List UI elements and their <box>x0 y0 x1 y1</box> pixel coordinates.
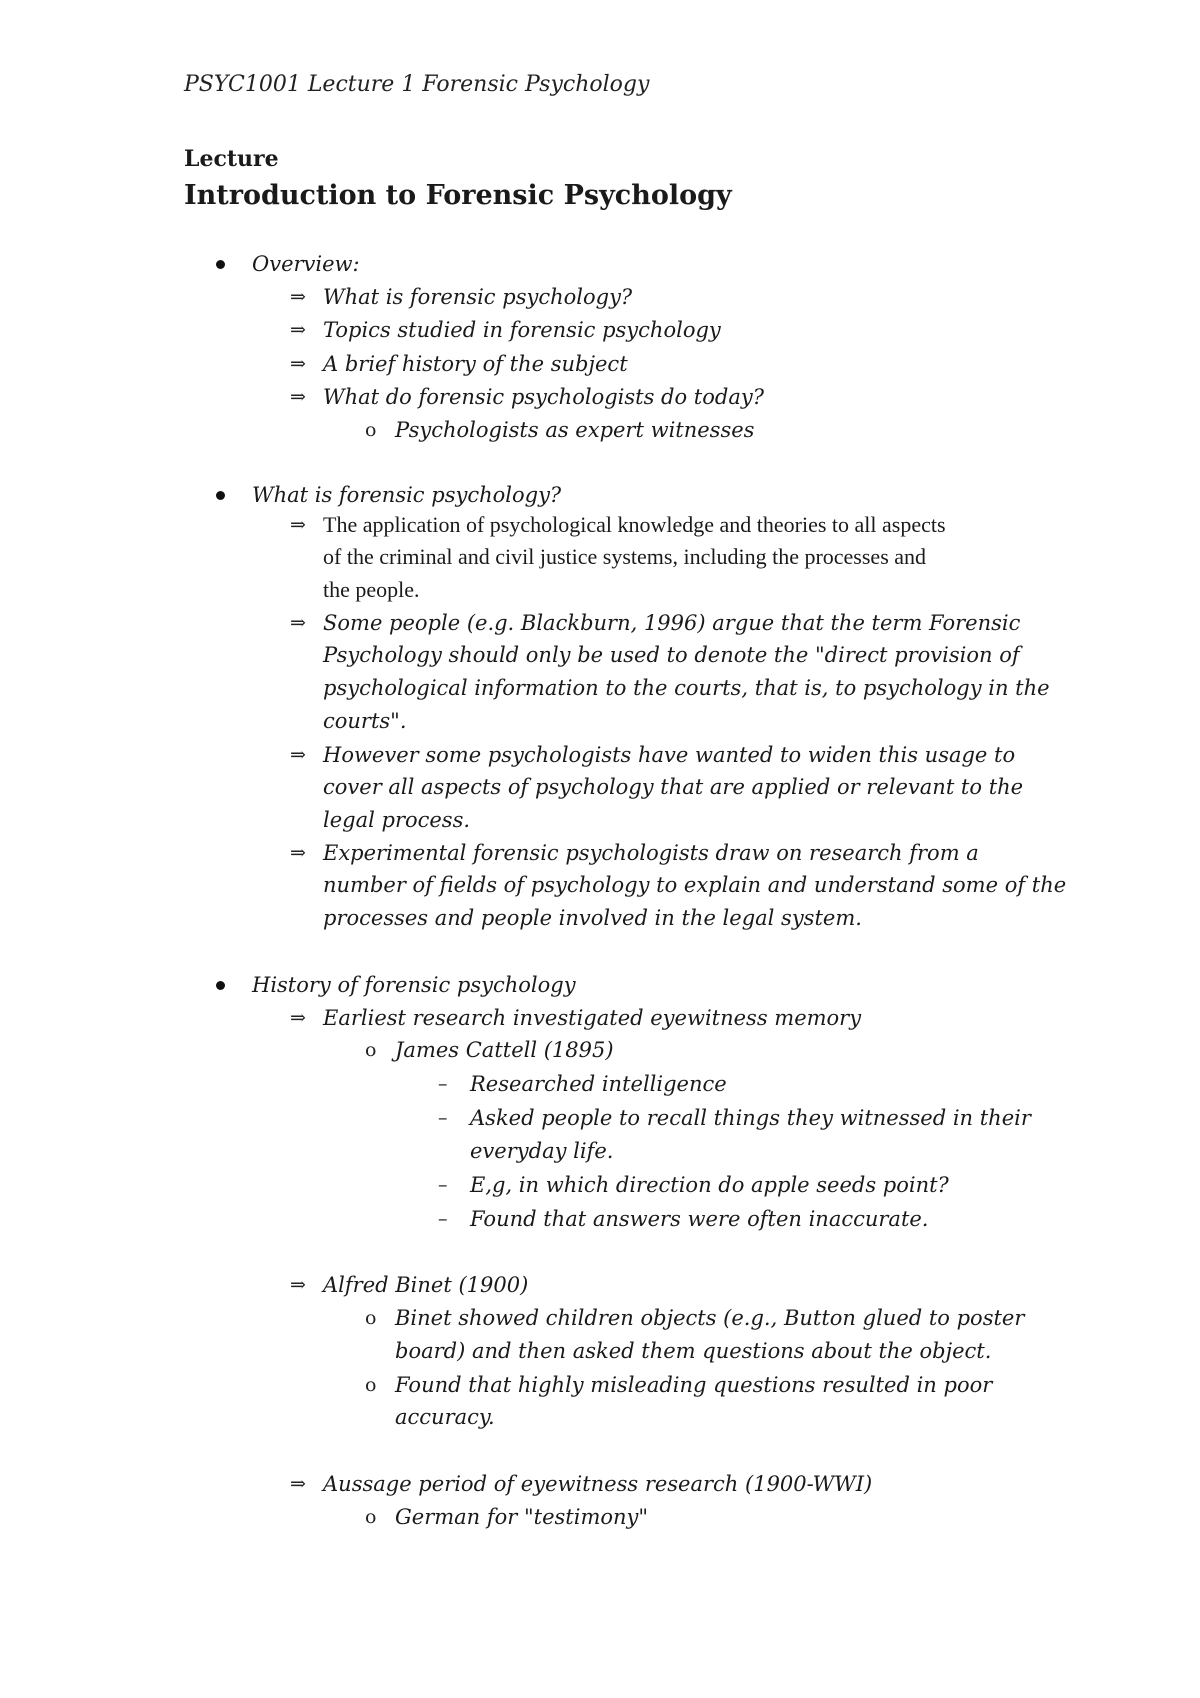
arrow-bullet-icon: ⇒ <box>290 319 306 341</box>
note-line: board) and then asked them questions about the object. <box>395 1339 992 1363</box>
note-line: Aussage period of eyewitness research (1900-WWI) <box>323 1472 873 1496</box>
note-line: Binet showed children objects (e.g., Button glued to poster <box>395 1306 1025 1330</box>
note-line: Experimental forensic psychologists draw on research from a <box>323 841 979 865</box>
note-line: accuracy. <box>395 1405 495 1429</box>
dash-bullet-icon: – <box>438 1073 448 1095</box>
arrow-bullet-icon: ⇒ <box>290 1274 306 1296</box>
note-line: However some psychologists have wanted to widen this usage to <box>323 743 1016 767</box>
arrow-bullet-icon: ⇒ <box>290 744 306 766</box>
note-line: What do forensic psychologists do today? <box>323 385 764 409</box>
note-line: processes and people involved in the legal system. <box>323 906 862 930</box>
arrow-bullet-icon: ⇒ <box>290 1007 306 1029</box>
note-line: number of fields of psychology to explain and understand some of the <box>323 873 1067 897</box>
note-line: cover all aspects of psychology that are applied or relevant to the <box>323 775 1024 799</box>
circle-bullet-icon: o <box>365 1307 377 1329</box>
note-line: What is forensic psychology? <box>323 285 633 309</box>
note-line: Earliest research investigated eyewitness memory <box>323 1006 862 1030</box>
note-line: of the criminal and civil justice systems, including the processes and <box>323 544 927 569</box>
note-line: Asked people to recall things they witnessed in their <box>470 1106 1031 1130</box>
bullet-icon <box>216 981 225 990</box>
note-line: Alfred Binet (1900) <box>323 1273 529 1297</box>
section-label: Lecture <box>184 146 279 172</box>
note-line: Overview: <box>252 252 360 276</box>
circle-bullet-icon: o <box>365 1039 377 1061</box>
arrow-bullet-icon: ⇒ <box>290 286 306 308</box>
note-line: Researched intelligence <box>470 1072 727 1096</box>
note-line: Found that answers were often inaccurate. <box>470 1207 929 1231</box>
note-line: everyday life. <box>470 1139 614 1163</box>
bullet-icon <box>216 260 225 269</box>
page-title: Introduction to Forensic Psychology <box>184 180 732 211</box>
note-line: The application of psychological knowledge and theories to all aspects <box>323 512 946 537</box>
circle-bullet-icon: o <box>365 419 377 441</box>
note-line: psychological information to the courts, that is, to psychology in the <box>323 676 1050 700</box>
note-line: the people. <box>323 577 420 602</box>
arrow-bullet-icon: ⇒ <box>290 353 306 375</box>
note-line: courts". <box>323 709 407 733</box>
note-line: Some people (e.g. Blackburn, 1996) argue that the term Forensic <box>323 611 1021 635</box>
note-line: Topics studied in forensic psychology <box>323 318 721 342</box>
note-line: German for "testimony" <box>395 1505 649 1529</box>
note-line: James Cattell (1895) <box>395 1038 614 1062</box>
dash-bullet-icon: – <box>438 1107 448 1129</box>
note-line: Found that highly misleading questions resulted in poor <box>395 1373 993 1397</box>
arrow-bullet-icon: ⇒ <box>290 514 306 536</box>
dash-bullet-icon: – <box>438 1174 448 1196</box>
note-line: Psychology should only be used to denote the "direct provision of <box>323 643 1020 667</box>
arrow-bullet-icon: ⇒ <box>290 612 306 634</box>
dash-bullet-icon: – <box>438 1208 448 1230</box>
note-line: History of forensic psychology <box>252 973 576 997</box>
bullet-icon <box>216 491 225 500</box>
arrow-bullet-icon: ⇒ <box>290 842 306 864</box>
note-line: A brief history of the subject <box>323 352 628 376</box>
note-line: Psychologists as expert witnesses <box>395 418 755 442</box>
note-line: legal process. <box>323 808 471 832</box>
circle-bullet-icon: o <box>365 1374 377 1396</box>
circle-bullet-icon: o <box>365 1506 377 1528</box>
running-header: PSYC1001 Lecture 1 Forensic Psychology <box>184 72 650 97</box>
arrow-bullet-icon: ⇒ <box>290 386 306 408</box>
arrow-bullet-icon: ⇒ <box>290 1473 306 1495</box>
note-line: E,g, in which direction do apple seeds point? <box>470 1173 949 1197</box>
note-line: What is forensic psychology? <box>252 483 562 507</box>
